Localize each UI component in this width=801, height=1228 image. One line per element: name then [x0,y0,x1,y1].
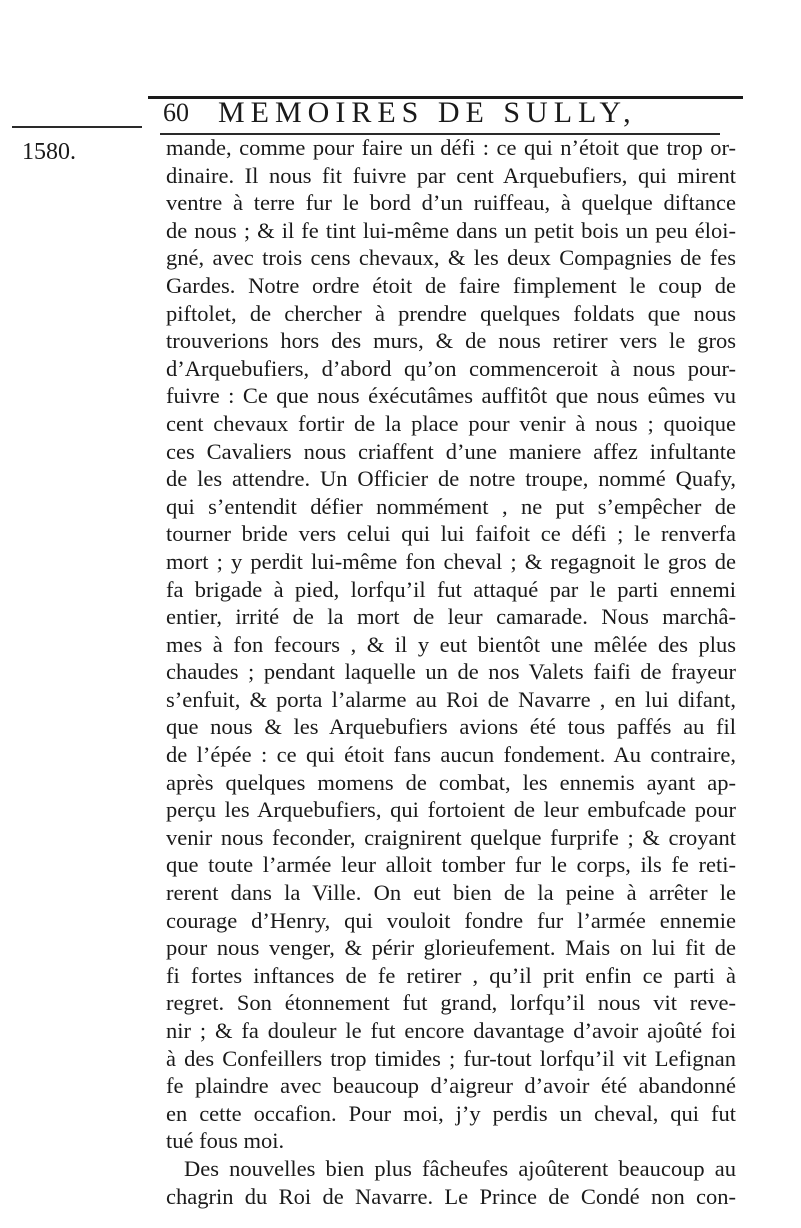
margin-rule [12,126,142,128]
text-line: tourner bride vers celui qui lui faifoit ce défi ; le renverfa [166,521,736,547]
text-line: fi fortes inftances de fe retirer , qu’il prit enfin ce parti à [166,962,736,988]
text-line: trouverions hors des murs, & de nous retirer vers le gros [166,328,736,354]
text-line: que toute l’armée leur alloit tomber fur le corps, ils fe reti- [166,852,736,878]
text-line: piftolet, de chercher à prendre quelques foldats que nous [166,300,736,326]
text-line: mort ; y perdit lui-même fon cheval ; & regagnoit le gros de [166,548,736,574]
text-line: en cette occafion. Pour moi, j’y perdis un cheval, qui fut [166,1100,736,1126]
text-line: qui s’entendit défier nommément , ne put s’empêcher de [166,493,736,519]
text-line: Des nouvelles bien plus fâcheufes ajoûterent beaucoup au [184,1155,736,1181]
text-line: ces Cavaliers nous criaffent d’une maniere affez infultante [166,438,736,464]
text-line: de l’épée : ce qui étoit fans aucun fondement. Au contraire, [166,742,736,768]
text-line: s’enfuit, & porta l’alarme au Roi de Navarre , en lui difant, [166,686,736,712]
text-line: mande, comme pour faire un défi : ce qui n’étoit que trop or- [166,135,736,160]
text-line: pour nous venger, & périr glorieufement. Mais on lui fit de [166,935,736,961]
text-line: regret. Son étonnement fut grand, lorfqu’il nous vit reve- [166,990,736,1016]
text-line: dinaire. Il nous fit fuivre par cent Arquebufiers, qui mirent [166,162,736,188]
text-line: fa brigade à pied, lorfqu’il fut attaqué par le parti ennemi [166,576,736,602]
text-line: fe plaindre avec beaucoup d’aigreur d’avoir été abandonné [166,1073,736,1099]
text-line: nir ; & fa douleur le fut encore davantage d’avoir ajoûté foi [166,1018,736,1043]
text-line: chagrin du Roi de Navarre. Le Prince de Condé non con- [166,1183,736,1209]
text-line: mes à fon fecours , & il y eut bientôt une mêlée des plus [166,631,736,657]
text-line: rerent dans la Ville. On eut bien de la peine à arrêter le [166,880,736,906]
text-line: ventre à terre fur le bord d’un ruiffeau, à quelque diftance [166,190,736,216]
running-title: MEMOIRES DE SULLY, [218,96,637,129]
text-line: courage d’Henry, qui vouloit fondre fur l’armée ennemie [166,907,736,933]
text-line: chaudes ; pendant laquelle un de nos Valets faifi de frayeur [166,659,736,685]
page-number: 60 [163,98,189,127]
text-line: de nous ; & il fe tint lui-même dans un petit bois un peu éloi- [166,217,736,243]
text-line: Gardes. Notre ordre étoit de faire fimplement le coup de [166,272,736,298]
text-line: à des Confeillers trop timides ; fur-tout lorfqu’il vit Lefignan [166,1045,736,1071]
margin-year-note: 1580. [22,139,76,165]
text-line: perçu les Arquebufiers, qui fortoient de leur embufcade pour [166,797,736,823]
text-line: fuivre : Ce que nous éxécutâmes auffitôt que nous eûmes vu [166,383,736,409]
text-line: que nous & les Arquebufiers avions été tous paffés au fil [166,714,736,740]
body-text [166,134,736,1210]
text-line: venir nous feconder, craignirent quelque furprife ; & croyant [166,824,736,850]
text-line: après quelques momens de combat, les ennemis ayant ap- [166,769,736,795]
text-line: tué fous moi. [166,1128,285,1154]
text-line: entier, irrité de la mort de leur camarade. Nous marchâ- [166,604,736,630]
text-line: gné, avec trois cens chevaux, & les deux Compagnies de fes [166,245,736,271]
text-line: de les attendre. Un Officier de notre troupe, nommé Quafy, [166,466,736,492]
text-line: d’Arquebufiers, d’abord qu’on commenceroit à nous pour- [166,355,736,381]
text-line: cent chevaux fortir de la place pour venir à nous ; quoique [166,410,736,436]
